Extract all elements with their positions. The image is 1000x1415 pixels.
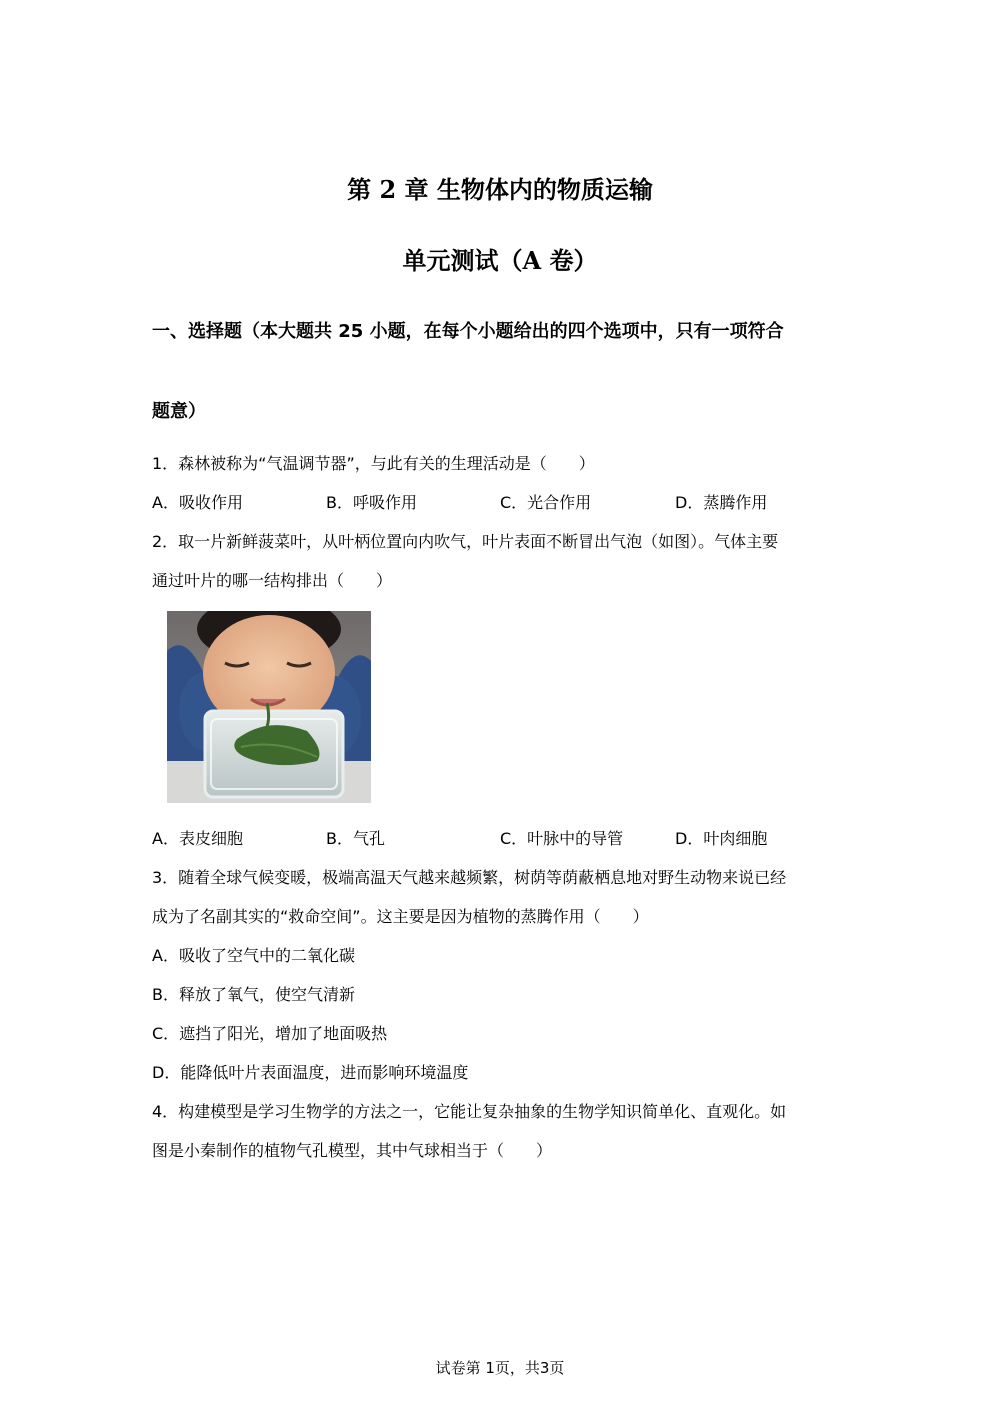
question-4-stem: 4．构建模型是学习生物学的方法之一，它能让复杂抽象的生物学知识简单化、直观化。如 <box>152 1102 787 1121</box>
child-blowing-leaf-photo <box>167 611 371 803</box>
q3-option-c: C．遮挡了阳光，增加了地面吸热 <box>152 1024 388 1043</box>
question-2-stem-cont: 通过叶片的哪一结构排出（ ） <box>152 571 393 590</box>
question-3-stem: 3．随着全球气候变暖，极端高温天气越来越频繁，树荫等荫蔽栖息地对野生动物来说已经 <box>152 868 787 887</box>
q2-option-b: B．气孔 <box>326 829 385 848</box>
question-3-stem-cont: 成为了名副其实的“救命空间”。这主要是因为植物的蒸腾作用（ ） <box>152 907 649 926</box>
page-subtitle: 单元测试（A 卷） <box>402 246 598 275</box>
page-footer: 试卷第 1页，共3页 <box>435 1359 565 1377</box>
q1-option-b: B．呼吸作用 <box>326 493 417 512</box>
section-heading-cont: 题意） <box>152 401 206 422</box>
q1-option-c: C．光合作用 <box>500 493 592 512</box>
section-heading: 一、选择题（本大题共 25 小题，在每个小题给出的四个选项中，只有一项符合 <box>152 321 784 342</box>
q3-option-a: A．吸收了空气中的二氧化碳 <box>152 946 355 965</box>
question-2-stem: 2．取一片新鲜菠菜叶，从叶柄位置向内吹气，叶片表面不断冒出气泡（如图）。气体主要 <box>152 532 779 551</box>
q1-option-a: A．吸收作用 <box>152 493 243 512</box>
q2-option-c: C．叶脉中的导管 <box>500 829 624 848</box>
q2-option-d: D．叶肉细胞 <box>675 829 768 848</box>
q1-option-d: D．蒸腾作用 <box>675 493 768 512</box>
page-title: 第 2 章 生物体内的物质运输 <box>347 175 653 204</box>
q2-option-a: A．表皮细胞 <box>152 829 243 848</box>
question-1-stem: 1．森林被称为“气温调节器”，与此有关的生理活动是（ ） <box>152 454 595 473</box>
question-4-stem-cont: 图是小秦制作的植物气孔模型，其中气球相当于（ ） <box>152 1141 553 1160</box>
q3-option-b: B．释放了氧气，使空气清新 <box>152 985 355 1004</box>
q3-option-d: D．能降低叶片表面温度，进而影响环境温度 <box>152 1063 469 1082</box>
